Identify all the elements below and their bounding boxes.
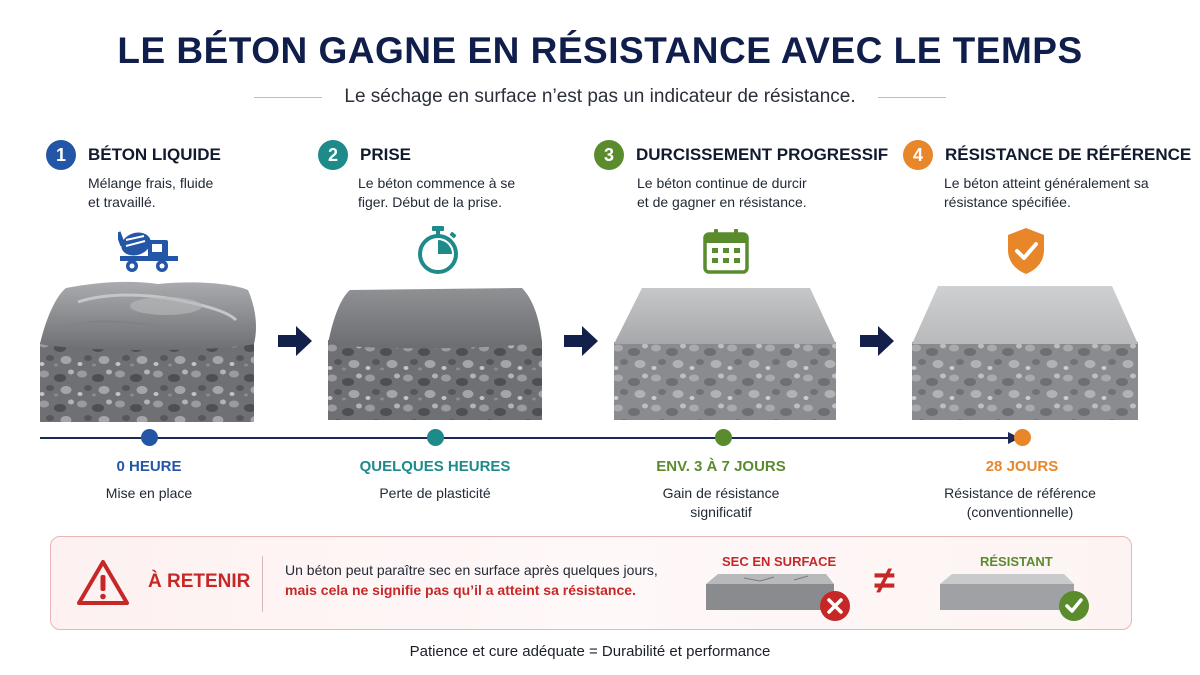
timeline-dot-4 [1014, 429, 1031, 446]
step-1-desc-line-1: Mélange frais, fluide [88, 175, 214, 191]
calendar-icon [702, 228, 750, 274]
timeline-dot-1 [141, 429, 158, 446]
step-4-number: 4 [903, 140, 933, 170]
resistant-slab [938, 572, 1090, 624]
timeline-label-1: 0 HEURE [116, 458, 182, 475]
step-2-desc-line-1: Le béton commence à se [358, 175, 516, 191]
concrete-block-cured [910, 282, 1140, 422]
shield-check-icon [1004, 226, 1048, 276]
step-2-number: 2 [318, 140, 348, 170]
subtitle-rule-right [878, 97, 946, 98]
step-3-header [594, 140, 888, 170]
timeline-label-3: ENV. 3 À 7 JOURS [656, 458, 786, 475]
step-1-description [88, 174, 288, 212]
step-4-title: RÉSISTANCE DE RÉFÉRENCE [945, 145, 1192, 164]
arrow-right-icon [276, 322, 314, 360]
timeline-desc-1 [29, 484, 269, 503]
step-1-header [46, 140, 221, 170]
step-1-number: 1 [46, 140, 76, 170]
timeline-desc-1-line-1: Mise en place [105, 485, 193, 501]
subtitle: Le séchage en surface n’est pas un indicateur de résistance. [344, 86, 856, 107]
concrete-block-hardening [612, 282, 838, 422]
timeline-desc-3-line-1: Gain de résistance [662, 485, 780, 501]
retain-title: À RETENIR [148, 571, 251, 592]
timeline-label-2: QUELQUES HEURES [359, 458, 511, 475]
not-equal-sign: ≠ [874, 560, 895, 602]
timeline-dot-2 [427, 429, 444, 446]
page-title: LE BÉTON GAGNE EN RÉSISTANCE AVEC LE TEMPS [117, 30, 1083, 71]
retain-text-line-1: Un béton peut paraître sec en surface après quelques jours, [285, 562, 658, 578]
step-2-title: PRISE [360, 145, 412, 164]
timeline-desc-3-line-2: significatif [690, 504, 752, 520]
step-4-desc-line-2: résistance spécifiée. [944, 194, 1071, 210]
step-3-title: DURCISSEMENT PROGRESSIF [636, 145, 889, 164]
timeline-desc-2 [315, 484, 555, 503]
timeline-desc-4 [910, 484, 1130, 522]
step-3-description [637, 174, 857, 212]
dry-surface-slab [704, 572, 852, 624]
stopwatch-icon [414, 224, 462, 276]
step-2-description [358, 174, 558, 212]
retain-divider [262, 556, 263, 612]
timeline-desc-4-line-1: Résistance de référence [944, 485, 1096, 501]
step-3-desc-line-2: et de gagner en résistance. [637, 194, 807, 210]
footer-note: Patience et cure adéquate = Durabilité et performance [409, 643, 771, 660]
warning-icon [76, 558, 130, 606]
step-2-desc-line-2: figer. Début de la prise. [358, 194, 502, 210]
timeline-desc-4-line-2: (conventionnelle) [966, 504, 1074, 520]
timeline-desc-2-line-1: Perte de plasticité [379, 485, 491, 501]
subtitle-row [0, 86, 1200, 108]
arrow-right-icon [562, 322, 600, 360]
retain-text-line-2: mais cela ne signifie pas qu’il a atteint sa résistance. [285, 582, 636, 598]
subtitle-rule-left [254, 97, 322, 98]
step-4-description [944, 174, 1184, 212]
dry-surface-label: SEC EN SURFACE [722, 554, 837, 569]
timeline-label-4: 28 JOURS [985, 458, 1059, 475]
concrete-block-setting [326, 282, 546, 422]
timeline-desc-3 [601, 484, 841, 522]
step-4-desc-line-1: Le béton atteint généralement sa [944, 175, 1149, 191]
step-1-title: BÉTON LIQUIDE [88, 145, 221, 164]
concrete-mixer-truck-icon [118, 226, 180, 274]
timeline-axis [40, 437, 1020, 439]
concrete-block-liquid [38, 278, 260, 424]
step-3-number: 3 [594, 140, 624, 170]
step-1-desc-line-2: et travaillé. [88, 194, 156, 210]
timeline-dot-3 [715, 429, 732, 446]
step-4-header [903, 140, 1191, 170]
step-2-header [318, 140, 411, 170]
resistant-label: RÉSISTANT [980, 554, 1053, 569]
step-3-desc-line-1: Le béton continue de durcir [637, 175, 807, 191]
arrow-right-icon [858, 322, 896, 360]
